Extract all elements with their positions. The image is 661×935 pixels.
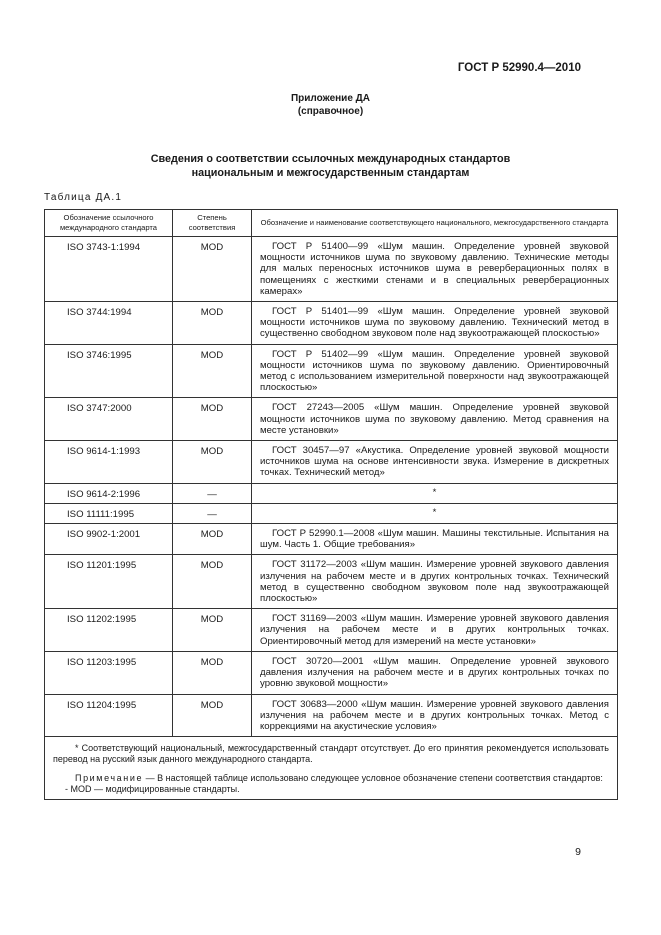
- cell-description: *: [252, 483, 618, 503]
- table-row: [45, 694, 618, 737]
- cell-degree: MOD: [173, 524, 252, 555]
- cell-description: ГОСТ 31169—2003 «Шум машин. Измерение уровней звукового давления излучения на рабочем месте и в других контрольных точках. Ориентировочный метод для измерений на месте установки»: [252, 609, 618, 652]
- footnote-note: [53, 773, 609, 784]
- table-row: [45, 555, 618, 609]
- cell-description: ГОСТ Р 52990.1—2008 «Шум машин. Машины текстильные. Испытания на шум. Часть 1. Общие требования»: [252, 524, 618, 555]
- cell-reference: ISO 3746:1995: [45, 344, 173, 398]
- cell-reference: ISO 3744:1994: [45, 302, 173, 345]
- table-row: [45, 503, 618, 523]
- cell-description: ГОСТ Р 51401—99 «Шум машин. Определение уровней звуковой мощности источников шума по звуковому давлению. Технический метод в существенно свободном звуковом поле над звукоотражающей плоскостью»: [252, 302, 618, 345]
- footnote-star: * Соответствующий национальный, межгосударственный стандарт отсутствует. До его принятия рекомендуется использовать перевод на русский язык данного международного стандарта.: [53, 743, 609, 765]
- appendix-heading: [0, 92, 661, 118]
- cell-reference: ISO 3747:2000: [45, 398, 173, 441]
- cell-reference: ISO 11204:1995: [45, 694, 173, 737]
- cell-description: ГОСТ 27243—2005 «Шум машин. Определение уровней звуковой мощности источников шума по звуковому давлению. Метод сравнения на месте установки»: [252, 398, 618, 441]
- table-row: [45, 609, 618, 652]
- cell-degree: MOD: [173, 555, 252, 609]
- cell-description: ГОСТ 30457—97 «Акустика. Определение уровней звуковой мощности источников шума на основе интенсивности звука. Измерение в дискретных точках. Технический метод»: [252, 441, 618, 484]
- cell-degree: MOD: [173, 344, 252, 398]
- table-row: [45, 524, 618, 555]
- table-label: Таблица ДА.1: [44, 192, 123, 203]
- cell-reference: ISO 11202:1995: [45, 609, 173, 652]
- column-header-reference: Обозначение ссылочного международного стандарта: [45, 210, 173, 237]
- table-row: [45, 398, 618, 441]
- table-row: [45, 651, 618, 694]
- cell-reference: ISO 11111:1995: [45, 503, 173, 523]
- cell-description: ГОСТ Р 51400—99 «Шум машин. Определение уровней звуковой мощности источников шума по звуковому давлению. Технические методы для малых переносных источников шума в реверберационных полях в помещениях с жесткими стенами и в специальных реверберационных камерах»: [252, 237, 618, 302]
- cell-reference: ISO 9902-1:2001: [45, 524, 173, 555]
- cell-description: *: [252, 503, 618, 523]
- table-row: [45, 441, 618, 484]
- cell-description: ГОСТ 31172—2003 «Шум машин. Измерение уровней звукового давления излучения на рабочем месте и в других контрольных точках. Технический метод в существенно свободном звуковом поле над звукоотражающей плоскостью»: [252, 555, 618, 609]
- appendix-title: Приложение ДА: [290, 93, 371, 104]
- footnote-mod: - MOD — модифицированные стандарты.: [65, 784, 240, 795]
- section-title-line2: национальным и межгосударственным стандартам: [191, 167, 470, 179]
- note-text: — В настоящей таблице использовано следующее условное обозначение степени соответствия стандартов:: [143, 773, 603, 784]
- table-row: [45, 237, 618, 302]
- cell-reference: ISO 11203:1995: [45, 651, 173, 694]
- cell-degree: —: [173, 483, 252, 503]
- cell-description: ГОСТ 30720—2001 «Шум машин. Определение уровней звукового давления излучения на рабочем месте и в других контрольных точках по уровню звуковой мощности»: [252, 651, 618, 694]
- cell-reference: ISO 11201:1995: [45, 555, 173, 609]
- cell-degree: MOD: [173, 237, 252, 302]
- cell-reference: ISO 9614-2:1996: [45, 483, 173, 503]
- table-row: [45, 344, 618, 398]
- cell-degree: MOD: [173, 694, 252, 737]
- cell-degree: MOD: [173, 651, 252, 694]
- table-row: [45, 483, 618, 503]
- table-row: [45, 302, 618, 345]
- cell-reference: ISO 9614-1:1993: [45, 441, 173, 484]
- column-header-description: Обозначение и наименование соответствующего национального, межгосударственного стандарта: [252, 210, 618, 237]
- cell-degree: MOD: [173, 302, 252, 345]
- appendix-subtitle: (справочное): [297, 106, 364, 117]
- correspondence-table: [44, 209, 618, 800]
- section-title: [40, 152, 621, 180]
- page-number: 9: [575, 846, 581, 858]
- note-label: Примечание: [75, 773, 144, 784]
- document-code: ГОСТ Р 52990.4—2010: [457, 62, 581, 74]
- table-footnote: [45, 737, 618, 800]
- section-title-line1: Сведения о соответствии ссылочных международных стандартов: [150, 153, 511, 165]
- table-header-row: [45, 210, 618, 237]
- cell-degree: MOD: [173, 609, 252, 652]
- cell-degree: —: [173, 503, 252, 523]
- cell-description: ГОСТ 30683—2000 «Шум машин. Измерение уровней звукового давления излучения на рабочем месте и в других контрольных точках. Метод с коррекциями на акустические условия»: [252, 694, 618, 737]
- cell-degree: MOD: [173, 398, 252, 441]
- cell-reference: ISO 3743-1:1994: [45, 237, 173, 302]
- cell-description: ГОСТ Р 51402—99 «Шум машин. Определение уровней звуковой мощности источников шума по звуковому давлению. Ориентировочный метод с использованием измерительной поверхности над звукоотражающей плоскостью»: [252, 344, 618, 398]
- column-header-degree: Степень соответствия: [173, 210, 252, 237]
- cell-degree: MOD: [173, 441, 252, 484]
- table-footnote-row: [45, 737, 618, 800]
